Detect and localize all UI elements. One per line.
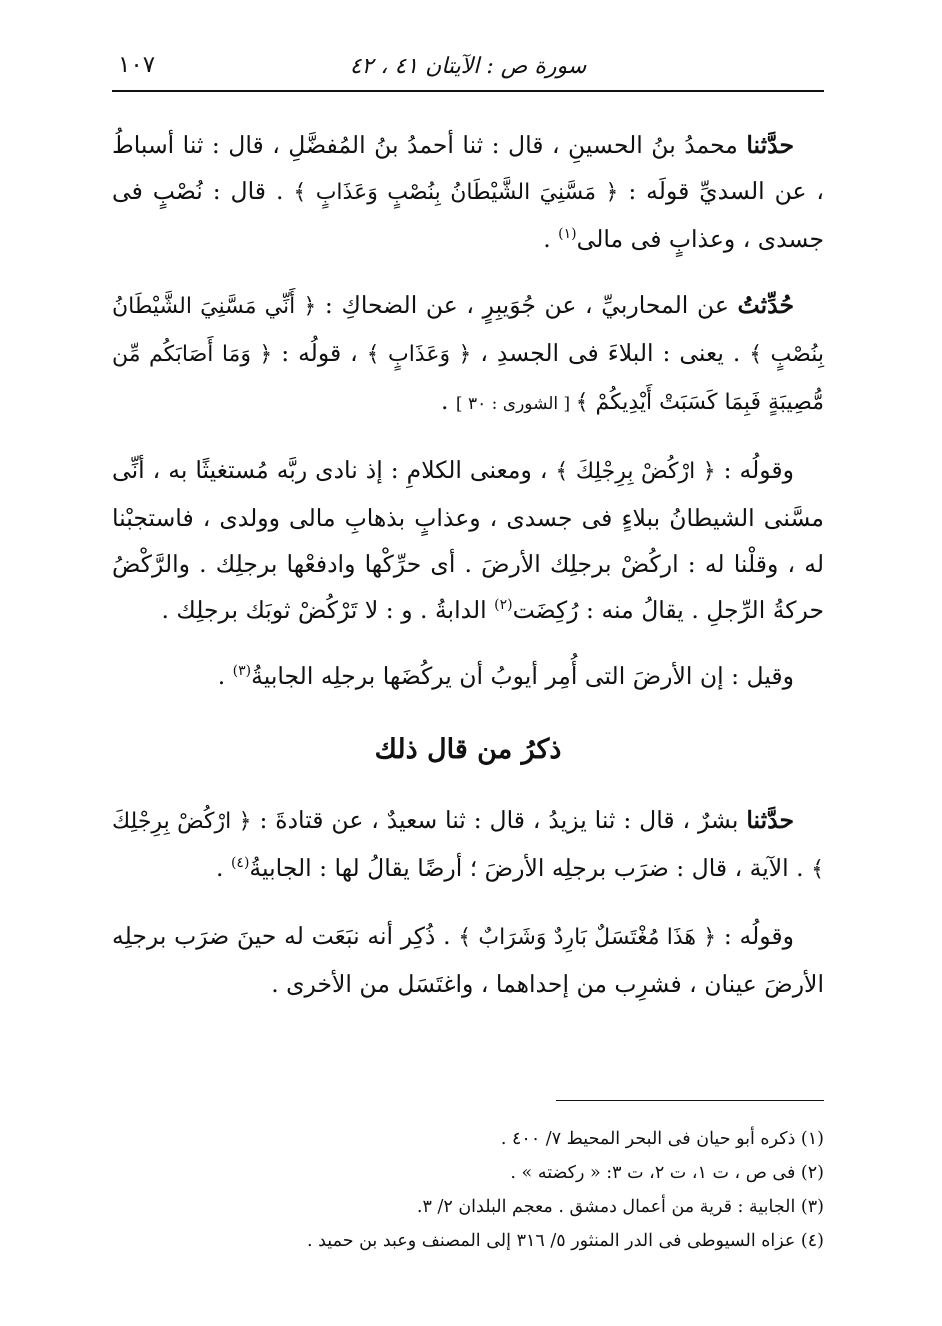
paragraph-lead: حُدِّثتُ	[737, 291, 794, 319]
paragraph-text: محمدُ بنُ الحسينِ ، قال : ثنا أحمدُ بنُ المُفضَّلِ ، قال : ثنا أسباطُ ، عن السديِّ قولَه :	[112, 131, 825, 205]
paragraph-text: .	[217, 662, 233, 690]
quran-quote: ﴿ ارْكُضْ بِرِجْلِكَ ﴾	[555, 459, 716, 484]
footnotes	[112, 1122, 824, 1258]
paragraph-text: وقيل : إن الأرضَ التى أُمِر أيوبُ أن يركُضَها برجلِه الجابيةُ	[251, 662, 794, 690]
paragraph-text: وقولُه :	[715, 456, 795, 484]
footnote-4: (٤) عزاه السيوطى فى الدر المنثور ٥/ ٣١٦ إلى المصنف وعبد بن حميد .	[307, 1231, 824, 1251]
page-number: ١٠٧	[118, 52, 156, 78]
page-header	[112, 46, 824, 92]
paragraph-4	[112, 653, 824, 699]
paragraph-2	[112, 282, 824, 427]
running-title: سورة ص : الآيتان ٤١ ، ٤٢	[349, 54, 587, 79]
quran-quote: ﴿ هَذَا مُغْتَسَلٌ بَارِدٌ وَشَرَابٌ ﴾	[458, 925, 717, 950]
paragraph-1	[112, 122, 824, 262]
quran-quote: ﴿ أَنِّي مَسَّنِيَ الشَّيْطَانُ بِنُصْبٍ ﴾	[112, 294, 825, 367]
paragraph-text: ، ومعنى الكلامِ : إذ نادى ربَّه مُستغيثًا به ، أنِّى مسَّنى الشيطانُ ببلاءٍ فى جسدى ، وعذابٍ بذهابِ مالى وولدى ، فاستجبْنا له ، وقلْنا له : اركُضْ برجلِك الأرضَ . أى حرِّكْها وادفعْها برجلِك . والرَّكْضُ حركةُ الرِّجلِ . يقالُ منه : رُكِضَت	[112, 456, 824, 624]
footnote-2: (٢) فى ص ، ت ١، ت ٢، ت ٣: « ركضته » .	[510, 1163, 824, 1183]
paragraph-text: . الآية ، قال : ضرَب برجلِه الأرضَ ؛ أرضًا يقالُ لها : الجابيةُ	[249, 854, 812, 882]
paragraph-6	[112, 913, 824, 1007]
paragraph-text: .	[543, 225, 559, 253]
paragraph-text: بشرٌ ، قال : ثنا يزيدُ ، قال : ثنا سعيدٌ ، عن قتادةَ :	[251, 806, 747, 834]
quran-reference: [ الشورى : ٣٠ ]	[455, 394, 576, 414]
paragraph-text: ، قولُه :	[272, 339, 367, 367]
footnote-marker: (٤)	[230, 855, 250, 872]
quran-quote: ﴿ وَمَا أَصَابَكُم مِّن مُّصِيبَةٍ فَبِمَا كَسَبَتْ أَيْدِيكُمْ ﴾	[112, 342, 824, 415]
main-text	[112, 122, 824, 1027]
quran-quote: ﴿ مَسَّنِيَ الشَّيْطَانُ بِنُصْبٍ وَعَذَابٍ ﴾	[293, 180, 619, 205]
quran-quote: ﴿ ارْكُضْ بِرِجْلِكَ ﴾	[112, 809, 824, 882]
footnote-1: (١) ذكره أبو حيان فى البحر المحيط ٧/ ٤٠٠ .	[500, 1129, 824, 1149]
paragraph-lead: حدَّثنا	[746, 131, 794, 159]
quran-quote: ﴿ وَعَذَابٍ ﴾	[366, 342, 472, 367]
paragraph-lead: حدَّثنا	[746, 806, 794, 834]
footnote-marker: (١)	[558, 226, 577, 243]
paragraph-text: الدابةُ . و : لا تَرْكُضْ ثوبَك برجلِك .	[161, 596, 495, 624]
footnote-3: (٣) الجابية : قرية من أعمال دمشق . معجم البلدان ٢/ ٣.	[416, 1197, 824, 1217]
paragraph-text: .	[216, 854, 231, 882]
paragraph-text: .	[440, 387, 456, 415]
paragraph-text: . يعنى : البلاءَ فى الجسدِ ،	[471, 339, 750, 367]
footnote-divider	[556, 1100, 824, 1101]
paragraph-text: وقولُه :	[716, 922, 794, 950]
paragraph-text: . ذُكِر أنه نبَعَت له حينَ ضرَب برجلِه الأرضَ عينان ، فشرِب من إحداهما ، واغتَسَل من الأخرى .	[112, 922, 824, 998]
paragraph-text: . قال : نُصْبٍ فى جسدى ، وعذابٍ فى مالى	[112, 177, 824, 253]
footnote-marker: (٣)	[232, 663, 252, 680]
section-heading: ذكرُ من قال ذلك	[374, 734, 562, 765]
paragraph-5	[112, 797, 824, 893]
paragraph-text: عن المحاربيِّ ، عن جُوَيبِرٍ ، عن الضحاكِ :	[316, 291, 738, 319]
footnote-marker: (٢)	[494, 597, 513, 614]
paragraph-3	[112, 447, 824, 633]
